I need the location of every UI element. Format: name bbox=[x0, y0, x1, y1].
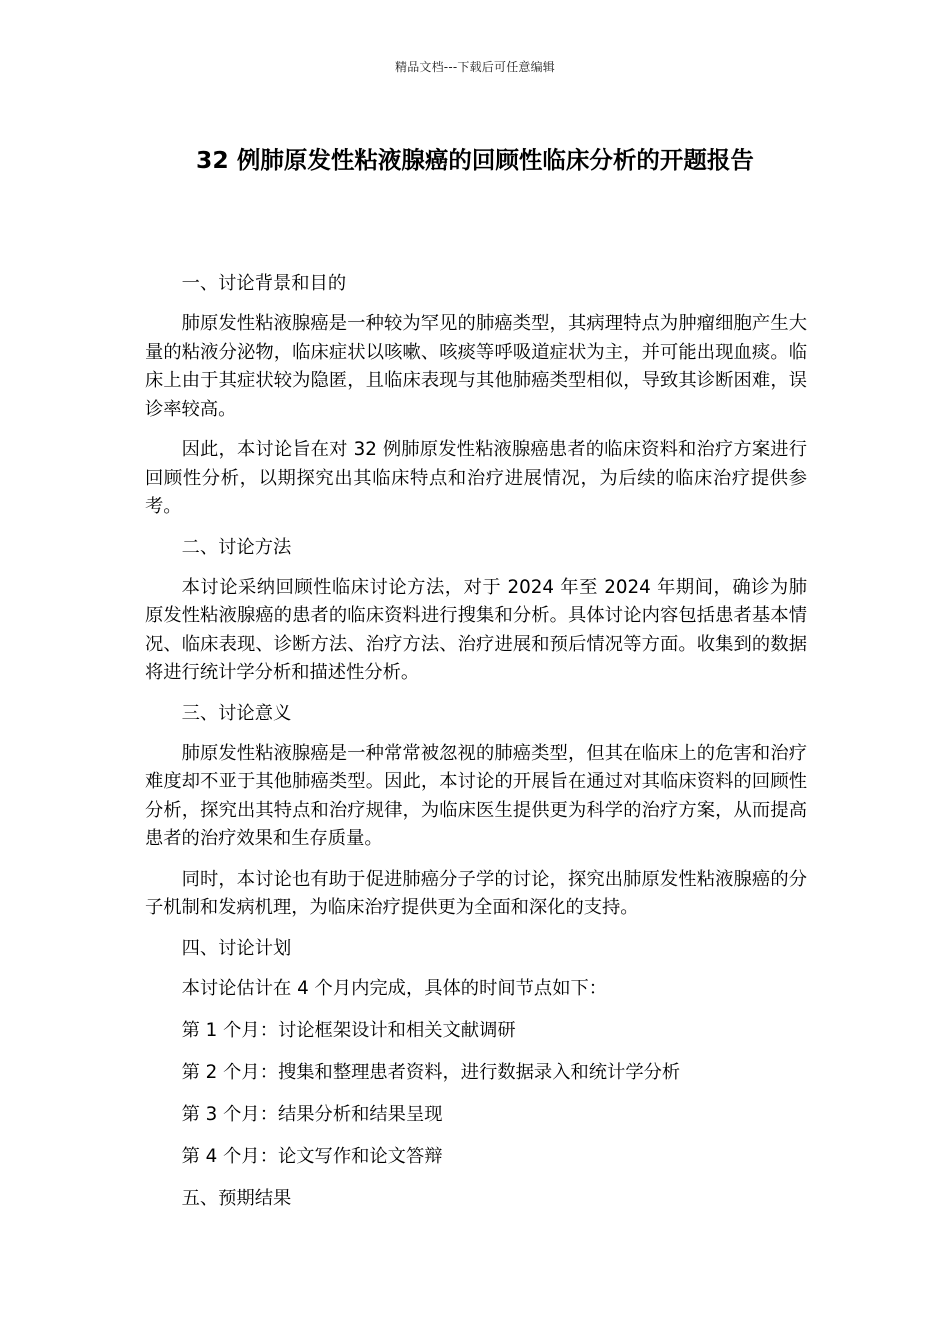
section-heading-expected-results: 五、预期结果 bbox=[181, 1187, 292, 1209]
section-heading-plan: 四、讨论计划 bbox=[181, 937, 292, 959]
section-heading-methods: 二、讨论方法 bbox=[181, 536, 292, 558]
plan-month-2: 第 2 个月：搜集和整理患者资料，进行数据录入和统计学分析 bbox=[181, 1061, 681, 1083]
plan-intro: 本讨论估计在 4 个月内完成，具体的时间节点如下： bbox=[181, 977, 608, 999]
document-body bbox=[145, 270, 807, 1225]
plan-month-3: 第 3 个月：结果分析和结果呈现 bbox=[181, 1103, 443, 1125]
paragraph-significance-2: 同时，本讨论也有助于促进肺癌分子学的讨论，探究出肺原发性粘液腺癌的分子机制和发病机理，为临床治疗提供更为全面和深化的支持。 bbox=[145, 868, 807, 918]
section-heading-background: 一、讨论背景和目的 bbox=[181, 273, 347, 294]
section-heading-significance: 三、讨论意义 bbox=[181, 702, 292, 724]
paragraph-methods-1: 本讨论采纳回顾性临床讨论方法，对于 2024 年至 2024 年期间，确诊为肺原发性粘液腺癌的患者的临床资料进行搜集和分析。具体讨论内容包括患者基本情况、临床表现、诊断方法、治疗方法、治疗进展和预后情况等方面。收集到的数据将进行统计学分析和描述性分析。 bbox=[145, 576, 807, 683]
paragraph-significance-1: 肺原发性粘液腺癌是一种常常被忽视的肺癌类型，但其在临床上的危害和治疗难度却不亚于其他肺癌类型。因此，本讨论的开展旨在通过对其临床资料的回顾性分析，探究出其特点和治疗规律，为临床医生提供更为科学的治疗方案，从而提高患者的治疗效果和生存质量。 bbox=[145, 742, 807, 849]
plan-month-4: 第 4 个月：论文写作和论文答辩 bbox=[181, 1145, 443, 1167]
header-note: 精品文档---下载后可任意编辑 bbox=[395, 60, 555, 74]
paragraph-background-2: 因此，本讨论旨在对 32 例肺原发性粘液腺癌患者的临床资料和治疗方案进行回顾性分析，以期探究出其临床特点和治疗进展情况，为后续的临床治疗提供参考。 bbox=[145, 439, 807, 517]
document-title: 32 例肺原发性粘液腺癌的回顾性临床分析的开题报告 bbox=[196, 146, 754, 174]
plan-month-1: 第 1 个月：讨论框架设计和相关文献调研 bbox=[181, 1019, 516, 1041]
paragraph-background-1: 肺原发性粘液腺癌是一种较为罕见的肺癌类型，其病理特点为肿瘤细胞产生大量的粘液分泌物，临床症状以咳嗽、咳痰等呼吸道症状为主，并可能出现血痰。临床上由于其症状较为隐匿，且临床表现与其他肺癌类型相似，导致其诊断困难，误诊率较高。 bbox=[145, 313, 807, 420]
